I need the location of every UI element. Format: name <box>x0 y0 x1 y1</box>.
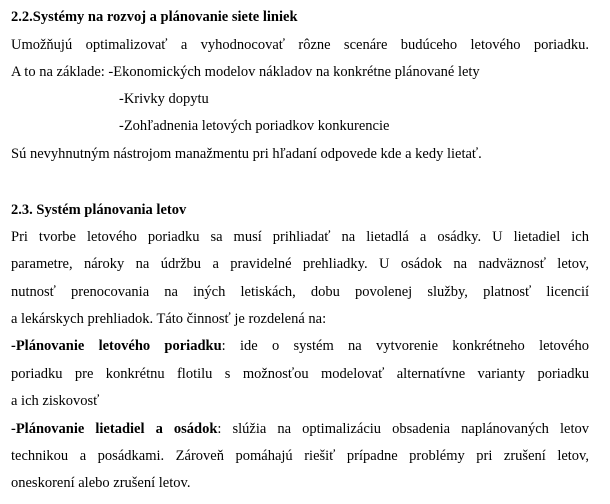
list-item-flight-schedule <box>11 337 589 355</box>
section-heading-2-3: 2.3. Systém plánovania letov <box>11 202 187 218</box>
section-heading-2-2: 2.2.Systémy na rozvoj a plánovanie siete liniek <box>11 9 298 25</box>
paragraph-line: Pri tvorbe letového poriadku sa musí prihliadať na lietadlá a osádky. U lietadiel ich <box>11 229 589 245</box>
list-item: -Zohľadnenia letových poriadkov konkurencie <box>119 118 390 134</box>
paragraph-line: A to na základe: -Ekonomických modelov nákladov na konkrétne plánované lety <box>11 64 480 80</box>
list-item-aircraft-crew <box>11 420 589 438</box>
paragraph-line: a ich ziskovosť <box>11 393 100 409</box>
list-item-text: : slúžia na optimalizáciu obsadenia naplánovaných letov <box>217 421 589 437</box>
list-item-text: : ide o systém na vytvorenie konkrétneho letového <box>221 338 589 354</box>
term-flight-schedule: -Plánovanie letového poriadku <box>11 338 222 354</box>
paragraph-line: Umožňujú optimalizovať a vyhodnocovať rôzne scenáre budúceho letového poriadku. <box>11 37 589 53</box>
paragraph-line: parametre, nároky na údržbu a pravidelné prehliadky. U osádok na nadväznosť letov, <box>11 256 589 272</box>
paragraph-line: poriadku pre konkrétnu flotilu s možnosťou modelovať alternatívne varianty poriadku <box>11 366 589 382</box>
paragraph-line: technikou a posádkami. Zároveň pomáhajú riešiť prípadne problémy pri zrušení letov, <box>11 448 589 464</box>
paragraph-line: Sú nevyhnutným nástrojom manažmentu pri hľadaní odpovede kde a kedy lietať. <box>11 146 482 162</box>
paragraph-line: a lekárskych prehliadok. Táto činnosť je rozdelená na: <box>11 311 327 327</box>
paragraph-line: nutnosť prenocovania na iných letiskách, dobu povolenej služby, platnosť licencií <box>11 284 589 300</box>
paragraph-line: oneskorení alebo zrušení letov. <box>11 475 191 491</box>
list-item: -Krivky dopytu <box>119 91 209 107</box>
term-aircraft-crew: -Plánovanie lietadiel a osádok <box>11 421 218 437</box>
